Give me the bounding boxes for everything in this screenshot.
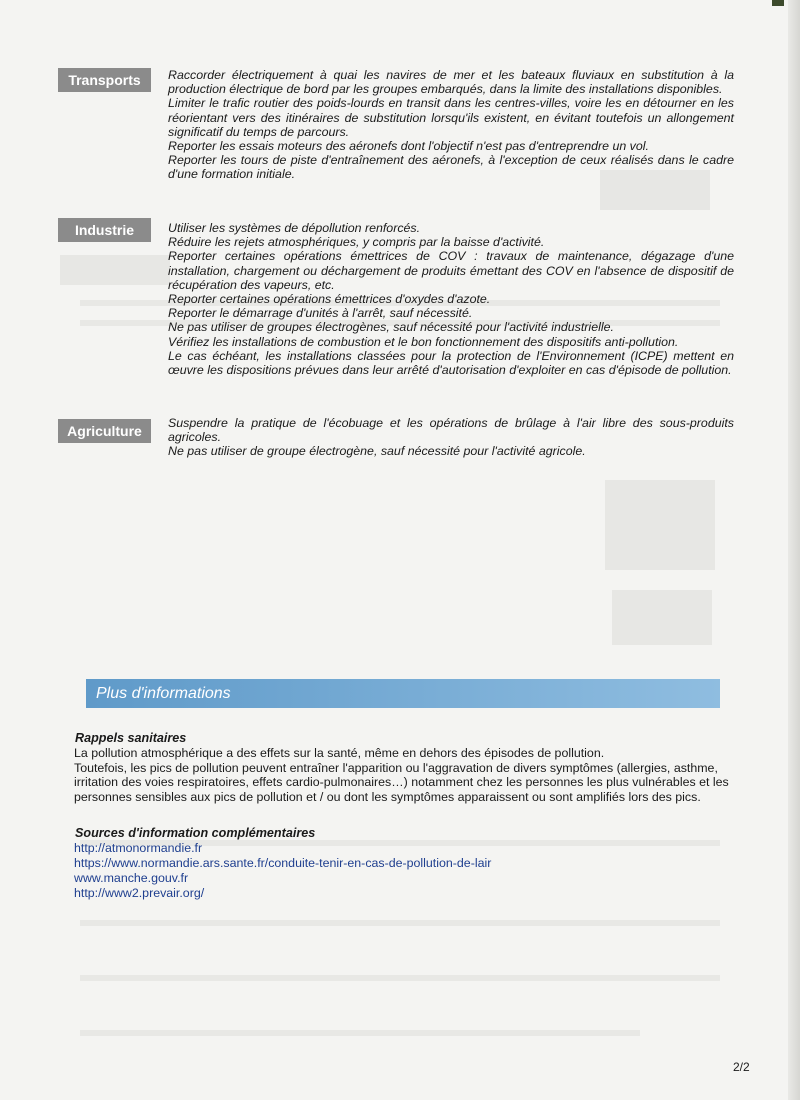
bleed-through-line [80,975,720,981]
info-sources [74,826,754,901]
health-heading: Rappels sanitaires [75,731,187,745]
bleed-through-box [605,480,715,570]
measure-line: Reporter certaines opérations émettrices d'oxydes d'azote. [168,292,491,307]
measure-line: Raccorder électriquement à quai les navires de mer et les bateaux fluviaux en substitution à la production électrique de bord par les groupes embarqués, dans la limite des installations disponibles. [168,68,734,97]
section-body [168,221,734,377]
source-link[interactable]: www.manche.gouv.fr [74,871,189,886]
bleed-through-box [60,255,170,285]
measure-line: Reporter certaines opérations émettrices de COV : travaux de maintenance, dégazage d'une installation, chargement ou déchargement de produits émettant des COV en l'absence de dispositif de récupération des vapeurs, etc. [168,249,734,292]
section-body [168,68,734,182]
bleed-through-box [612,590,712,645]
measure-line: Suspendre la pratique de l'écobuage et les opérations de brûlage à l'air libre des sous-produits agricoles. [168,416,734,445]
sources-heading: Sources d'information complémentaires [75,826,316,840]
measure-line: Vérifiez les installations de combustion et le bon fonctionnement des dispositifs anti-pollution. [168,334,679,349]
bleed-through-line [80,920,720,926]
section-body [168,416,734,459]
measure-line: Limiter le trafic routier des poids-lourds en transit dans les centres-villes, voire les en détourner en les réorientant vers des itinéraires de substitution lorsqu'ils existent, en évitant toutefois un allongement significatif du temps de parcours. [168,96,734,139]
health-reminders [74,731,754,804]
info-banner [86,679,720,708]
sources-links [74,841,754,901]
section-label: Agriculture [58,419,151,443]
bleed-through-line [80,1030,640,1036]
measure-line: Le cas échéant, les installations classées pour la protection de l'Environnement (ICPE) mettent en œuvre les dispositions prévues dans leur arrêté d'autorisation d'exploiter en cas d'épisode de pollution. [168,348,734,378]
measure-line: Reporter le démarrage d'unités à l'arrêt, sauf nécessité. [168,306,473,321]
measure-line: Ne pas utiliser de groupe électrogène, sauf nécessité pour l'activité agricole. [168,444,586,459]
measure-line: Réduire les rejets atmosphériques, y compris par la baisse d'activité. [168,235,545,250]
source-link[interactable]: http://atmonormandie.fr [74,841,203,856]
corner-mark [772,0,784,6]
measure-line: Reporter les tours de piste d'entraînement des aéronefs, à l'exception de ceux réalisés dans le cadre d'une formation initiale. [168,153,734,182]
section-label: Transports [58,68,151,92]
section-label: Industrie [58,218,151,242]
page-edge [788,0,800,1100]
measure-line: Utiliser les systèmes de dépollution renforcés. [168,221,421,235]
measure-line: Reporter les essais moteurs des aéronefs dont l'objectif n'est pas d'entreprendre un vol. [168,139,649,154]
info-title: Plus d'informations [96,685,231,702]
health-line: Toutefois, les pics de pollution peuvent entraîner l'apparition ou l'aggravation de divers symptômes (allergies, asthme, irritation des voies respiratoires, effets cardio-pulmonaires…) notamment chez les personnes les plus vulnérables et les personnes sensibles aux pics de pollution et / ou dont les symptômes apparaissent ou sont amplifiés lors des pics. [74,760,729,804]
page-number: 2/2 [733,1060,750,1074]
health-line: La pollution atmosphérique a des effets sur la santé, même en dehors des épisodes de pollution. [74,746,605,761]
source-link[interactable]: https://www.normandie.ars.sante.fr/conduite-tenir-en-cas-de-pollution-de-lair [74,856,492,871]
measure-line: Ne pas utiliser de groupes électrogènes, sauf nécessité pour l'activité industrielle. [168,320,614,335]
source-link[interactable]: http://www2.prevair.org/ [74,886,205,901]
